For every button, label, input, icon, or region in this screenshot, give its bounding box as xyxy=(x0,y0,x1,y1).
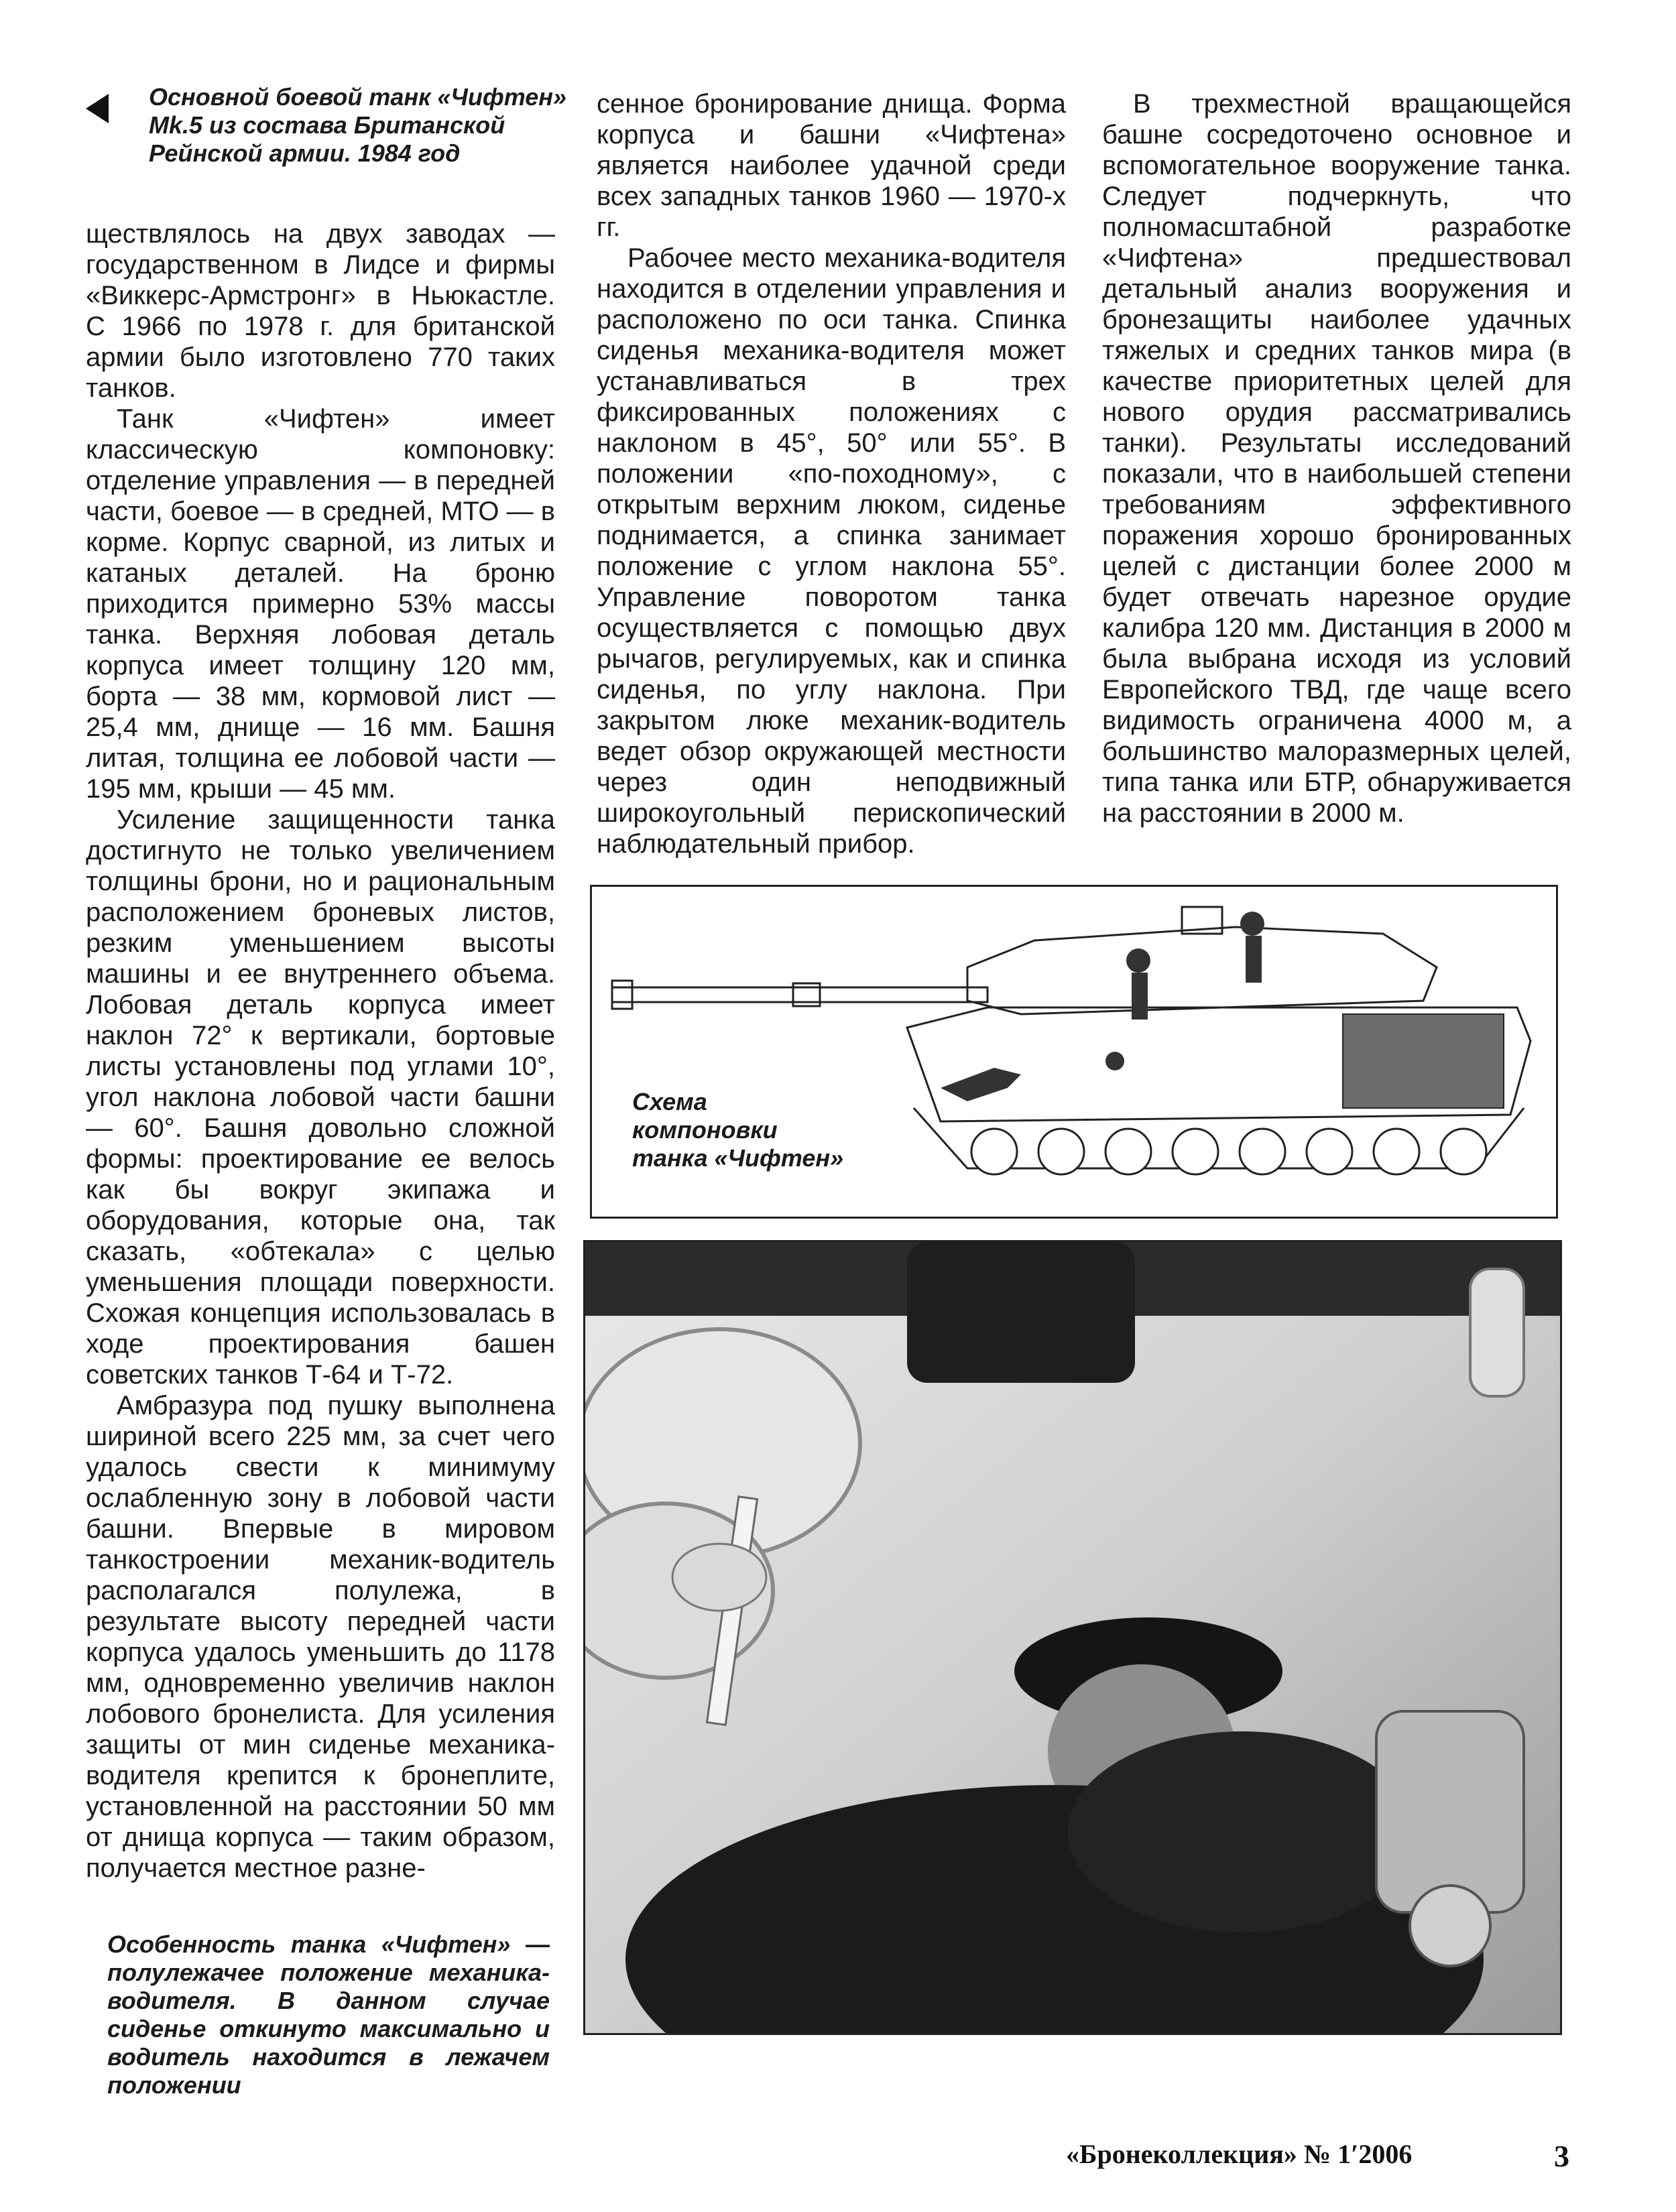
text-column-1 xyxy=(86,219,555,1884)
magazine-footer: «Бронеколлекция» № 1′2006 xyxy=(1066,2139,1413,2169)
paragraph: сенное бронирование днища. Форма корпуса и башни «Чифтена» является наиболее удачной среди всех западных танков 1960 — 1970-х гг. xyxy=(597,89,1066,242)
photo-caption-bottom: Особенность танка «Чифтен» — полулежачее положение механика-водителя. В данном случае сиденье откинуто максимально и водитель находится в лежачем положении xyxy=(107,1930,550,2099)
paragraph: Танк «Чифтен» имеет классическую компоновку: отделение управления — в передней части, боевое — в средней, МТО — в корме. Корпус сварной, из литых и катаных деталей. На броню приходится примерно 53% массы танка. Верхняя лобовая деталь корпуса имеет толщину 120 мм, борта — 38 мм, кормовой лист — 25,4 мм, днище — 16 мм. Башня литая, толщина ее лобовой части — 195 мм, крыши — 45 мм. xyxy=(86,404,555,804)
layout-scheme-figure xyxy=(590,885,1558,1219)
paragraph: Усиление защищенности танка достигнуто не только увеличением толщины брони, но и рациональным расположением броневых листов, резким уменьшением высоты машины и ее внутреннего объема. Лобовая деталь корпуса имеет наклон 72° к вертикали, бортовые листы установлены под углами 10°, угол наклона лобовой части башни — 60°. Башня довольно сложной формы: проектирование ее велось как бы вокруг экипажа и оборудования, которые она, так сказать, «обтекала» с целью уменьшения площади поверхности. Схожая концепция использовалась в ходе проектирования башен советских танков Т-64 и Т-72. xyxy=(86,805,555,1390)
text-column-3 xyxy=(1102,88,1571,828)
driver-photo xyxy=(583,1240,1562,2035)
text-column-2 xyxy=(597,88,1066,859)
driver-photo-image-icon xyxy=(585,1242,1560,2033)
photo-caption-top: Основной боевой танк «Чифтен» Mk.5 из состава Британской Рейнской армии. 1984 год xyxy=(149,83,567,167)
page-number: 3 xyxy=(1554,2139,1569,2173)
paragraph: Рабочее место механика-водителя находится в отделении управления и расположено по оси танка. Спинка сиденья механика-водителя может устанавливаться в трех фиксированных положениях с наклоном в 45°, 50° или 55°. В положении «по-походному», с открытым верхним люком, сиденье поднимается, а спинка занимает положение с углом наклона 55°. Управление поворотом танка осуществляется с помощью двух рычагов, регулируемых, как и спинка сиденья, по углу наклона. При закрытом люке механик-водитель ведет обзор окружающей местности через один неподвижный широкоугольный перископический наблюдательный прибор. xyxy=(597,243,1066,859)
paragraph: Амбразура под пушку выполнена шириной всего 225 мм, за счет чего удалось свести к минимуму ослабленную зону в лобовой части башни. Впервые в мировом танкостроении механик-водитель располагался полулежа, в результате высоту передней части корпуса удалось уменьшить до 1178 мм, одновременно увеличив наклон лобового бронелиста. Для усиления защиты от мин сиденье механика-водителя крепится к бронеплите, установленной на расстоянии 50 мм от днища корпуса — таким образом, получается местное разне- xyxy=(86,1391,555,1883)
paragraph: В трехместной вращающейся башне сосредоточено основное и вспомогательное вооружение танка. Следует подчеркнуть, что полномасштабной разработке «Чифтена» предшествовал детальный анализ вооружения и бронезащиты наиболее удачных тяжелых и средних танков мира (в качестве приоритетных целей для нового орудия рассматривались танки). Результаты исследований показали, что в наибольшей степени требованиям эффективного поражения хорошо бронированных целей с дистанции более 2000 м будет отвечать нарезное орудие калибра 120 мм. Дистанция в 2000 м была выбрана исходя из условий Европейского ТВД, где чаще всего видимость ограничена 4000 м, а большинство малоразмерных целей, типа танка или БТР, обнаруживается на расстоянии в 2000 м. xyxy=(1102,89,1571,828)
caption-arrow-icon xyxy=(86,94,109,123)
paragraph: ществлялось на двух заводах — государственном в Лидсе и фирмы «Виккерс-Армстронг» в Ньюкастле. С 1966 по 1978 г. для британской армии было изготовлено 770 таких танков. xyxy=(86,219,555,403)
scheme-caption: Схема компоновки танка «Чифтен» xyxy=(632,1088,844,1172)
